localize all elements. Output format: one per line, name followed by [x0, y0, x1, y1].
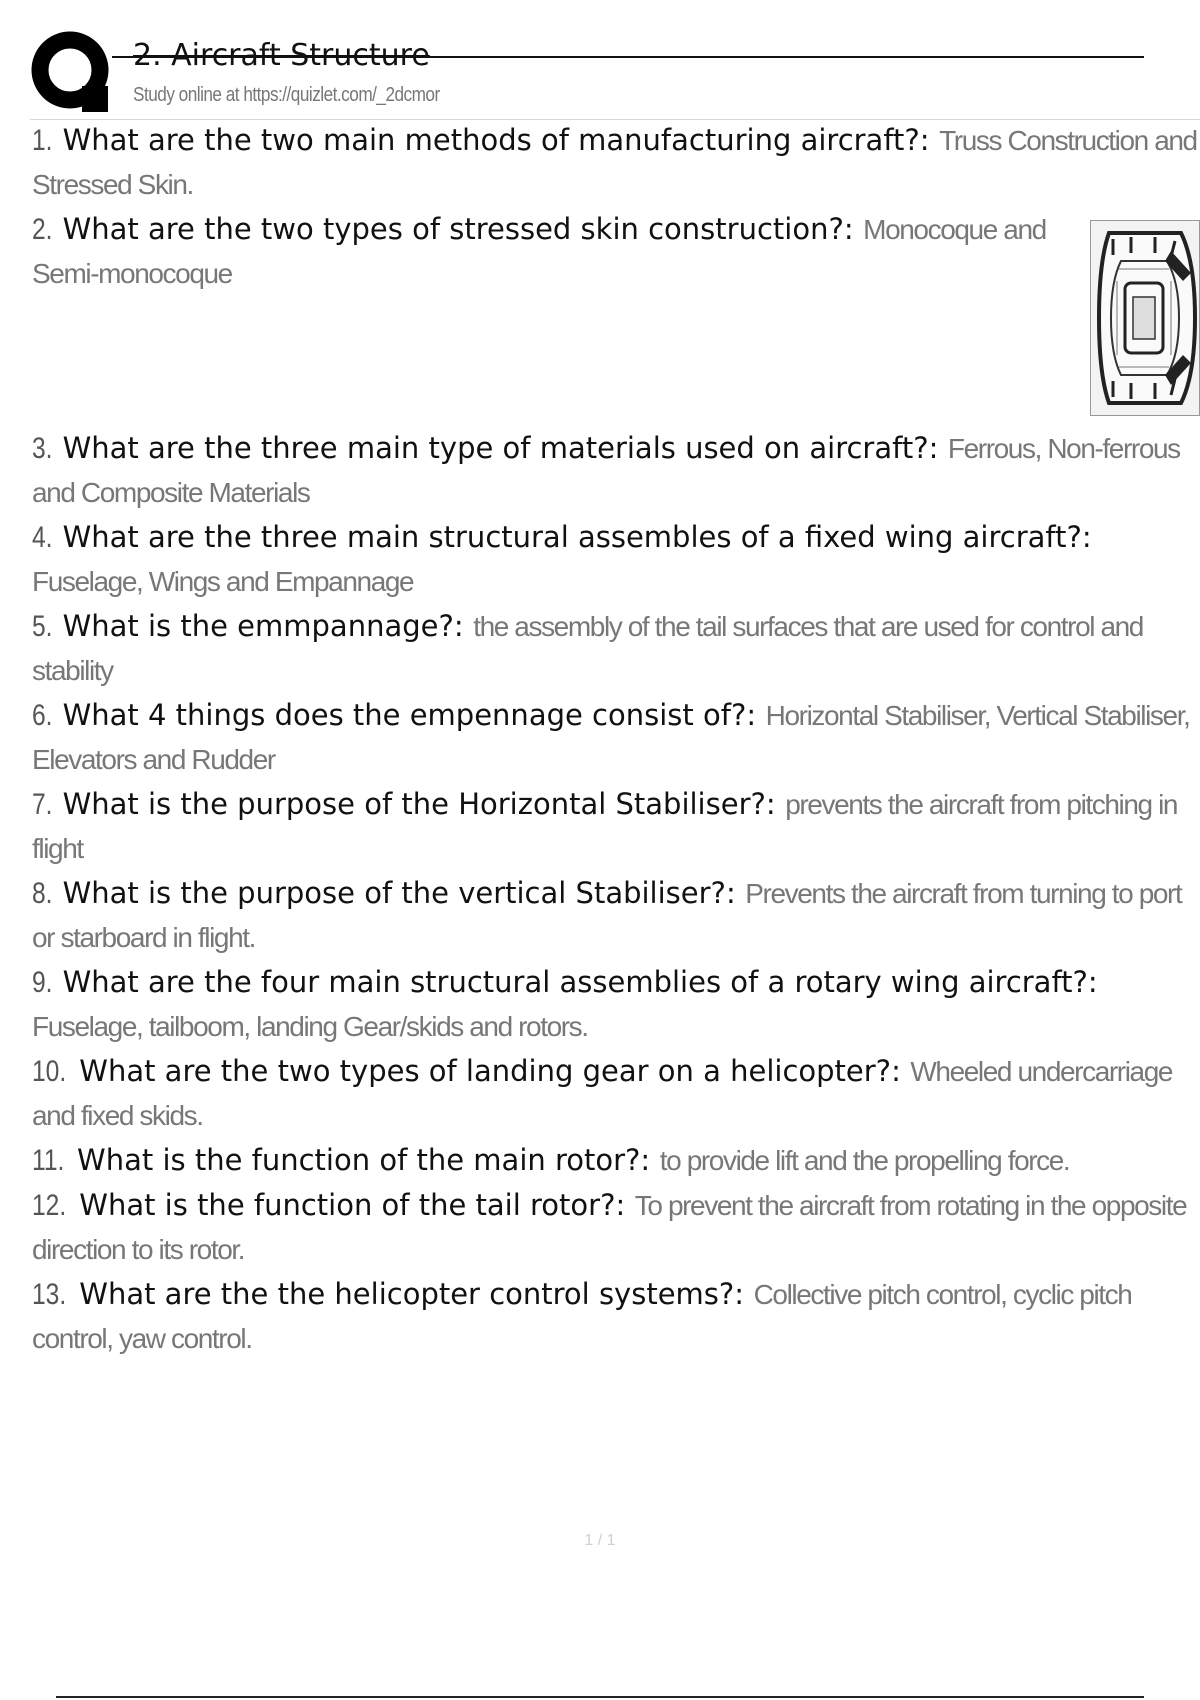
card-term: What is the purpose of the vertical Stabiliser?: [62, 876, 736, 910]
flashcard-item [32, 1183, 1198, 1272]
card-definition: Wheeled undercarriage and fixed skids. [32, 1056, 1173, 1131]
card-number: 6. [32, 699, 53, 732]
card-definition: Ferrous, Non-ferrous and Composite Materials [32, 433, 1180, 508]
card-number: 12. [32, 1189, 67, 1222]
card-number: 1. [32, 124, 53, 157]
card-term: What are the the helicopter control systems?: [79, 1277, 745, 1311]
flashcard-item [32, 515, 1198, 604]
card-definition: Prevents the aircraft from turning to port or starboard in flight. [32, 878, 1182, 953]
card-number: 4. [32, 521, 53, 554]
card-number: 7. [32, 788, 53, 821]
flashcard-item [32, 1049, 1198, 1138]
card-number: 10. [32, 1055, 67, 1088]
card-number: 5. [32, 610, 53, 643]
card-term: What are the two types of landing gear on a helicopter?: [79, 1054, 901, 1088]
quizlet-logo-icon [30, 30, 114, 114]
card-number: 11. [32, 1144, 65, 1177]
page-number: 1 / 1 [584, 1532, 616, 1549]
card-definition: Truss Construction and Stressed Skin. [32, 125, 1197, 200]
card-term: What are the two main methods of manufacturing aircraft?: [62, 123, 930, 157]
card-term: What are the three main type of materials used on aircraft?: [62, 431, 939, 465]
flashcard-item [32, 871, 1198, 960]
card-term: What 4 things does the empennage consist of?: [62, 698, 757, 732]
card-definition: Fuselage, tailboom, landing Gear/skids and rotors. [32, 1011, 588, 1042]
card-number: 3. [32, 432, 53, 465]
flashcard-item [32, 1138, 1198, 1183]
card-definition: prevents the aircraft from pitching in flight [32, 789, 1178, 864]
card-definition: Horizontal Stabiliser, Vertical Stabiliser, Elevators and Rudder [32, 700, 1190, 775]
footer-rule [56, 1696, 1144, 1698]
card-definition: the assembly of the tail surfaces that are used for control and stability [32, 611, 1143, 686]
card-number: 2. [32, 213, 53, 246]
card-definition: Collective pitch control, cyclic pitch control, yaw control. [32, 1279, 1132, 1354]
card-definition: to provide lift and the propelling force. [659, 1145, 1070, 1176]
card-term: What is the function of the tail rotor?: [79, 1188, 626, 1222]
flashcard-item [32, 693, 1198, 782]
flashcard-item [32, 118, 1198, 207]
flashcard-item [32, 426, 1198, 515]
card-term: What is the function of the main rotor?: [77, 1143, 651, 1177]
card-term: What are the four main structural assemblies of a rotary wing aircraft?: [62, 965, 1098, 999]
card-number: 9. [32, 966, 53, 999]
flashcard-item [32, 604, 1198, 693]
page-title[interactable]: 2. Aircraft Structure [133, 38, 430, 73]
flashcard-item [32, 1272, 1198, 1361]
card-term: What are the two types of stressed skin construction?: [62, 212, 854, 246]
card-definition: Monocoque and Semi-monocoque [32, 214, 1046, 289]
card-term: What is the emmpannage?: [62, 609, 464, 643]
card-term: What are the three main structural assembles of a fixed wing aircraft?: [62, 520, 1092, 554]
study-link[interactable]: Study online at https://quizlet.com/_2dcmor [133, 84, 440, 106]
card-definition: To prevent the aircraft from rotating in the opposite direction to its rotor. [32, 1190, 1187, 1265]
card-number: 13. [32, 1278, 67, 1311]
flashcard-item [32, 207, 1198, 426]
card-term: What is the purpose of the Horizontal Stabiliser?: [62, 787, 776, 821]
flashcard-item [32, 960, 1198, 1049]
card-number: 8. [32, 877, 53, 910]
card-definition: Fuselage, Wings and Empannage [32, 566, 414, 597]
flashcard-item [32, 782, 1198, 871]
flashcard-list [32, 118, 1198, 1361]
fuselage-cross-section-image[interactable] [1090, 220, 1200, 416]
